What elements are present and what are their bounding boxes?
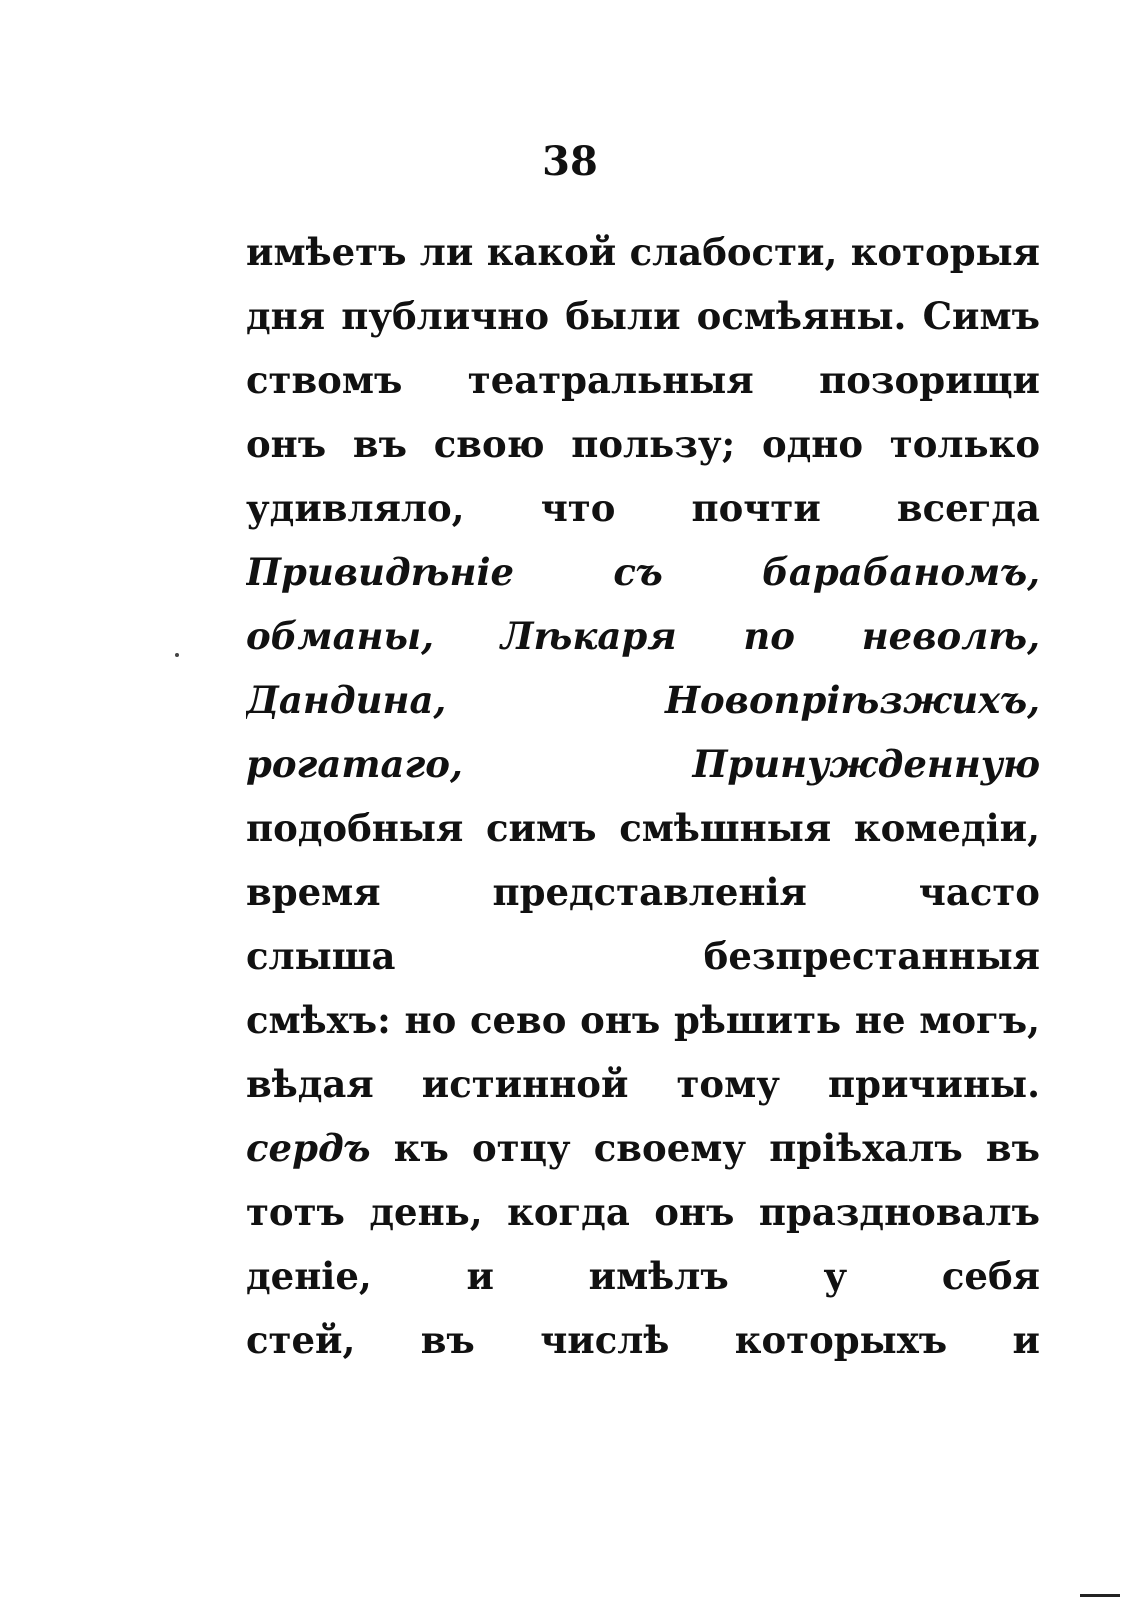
body-text <box>246 220 1040 1372</box>
text-line <box>246 1180 1040 1244</box>
line-text: удивляло, что почти всегда <box>246 486 1040 530</box>
line-text: подобныя симъ смѣшныя комедіи, <box>246 806 1040 850</box>
edge-mark <box>1080 1594 1120 1597</box>
text-line <box>246 1244 1040 1308</box>
paper-speck <box>175 653 179 657</box>
text-line <box>246 284 1040 348</box>
text-line <box>246 476 1040 540</box>
italic-title-text: Привидѣніе съ барабаномъ, <box>246 550 1040 594</box>
text-line <box>246 924 1040 988</box>
text-line <box>246 220 1040 284</box>
line-text: смѣхъ: но сево онъ рѣшить не могъ, <box>246 998 1040 1042</box>
text-line <box>246 988 1040 1052</box>
text-line <box>246 1116 1040 1180</box>
italic-title-text: Дандина, Новопріѣзжихъ, <box>246 678 1040 722</box>
line-text: онъ въ свою пользу; одно только <box>246 422 1040 466</box>
line-text: время представленія часто <box>246 870 1040 914</box>
line-text: деніе, и имѣлъ у себя <box>246 1254 1040 1298</box>
text-line <box>246 540 1040 604</box>
text-line <box>246 348 1040 412</box>
line-text: имѣетъ ли какой слабости, которыя <box>246 230 1040 274</box>
text-line <box>246 1052 1040 1116</box>
page-number: 38 <box>542 138 598 185</box>
text-line <box>246 412 1040 476</box>
text-line <box>246 796 1040 860</box>
line-text: тотъ день, когда онъ праздновалъ <box>246 1190 1040 1234</box>
italic-title-text: сердъ <box>246 1126 371 1170</box>
text-line <box>246 860 1040 924</box>
line-text: стей, въ числѣ которыхъ и <box>246 1318 1040 1362</box>
line-text: ствомъ театральныя позорищи <box>246 358 1040 402</box>
line-text: дня публично были осмѣяны. Симъ <box>246 294 1040 338</box>
line-text: къ отцу своему пріѣхалъ въ <box>393 1126 1040 1170</box>
line-text: вѣдая истинной тому причины. <box>246 1062 1040 1106</box>
text-line <box>246 604 1040 668</box>
italic-title-text: рогатаго, Принужденную <box>246 742 1040 786</box>
italic-title-text: обманы, Лѣкаря по неволѣ, <box>246 614 1040 658</box>
text-line <box>246 732 1040 796</box>
line-text: слыша безпрестанныя <box>246 934 1040 978</box>
text-line <box>246 668 1040 732</box>
text-line <box>246 1308 1040 1372</box>
